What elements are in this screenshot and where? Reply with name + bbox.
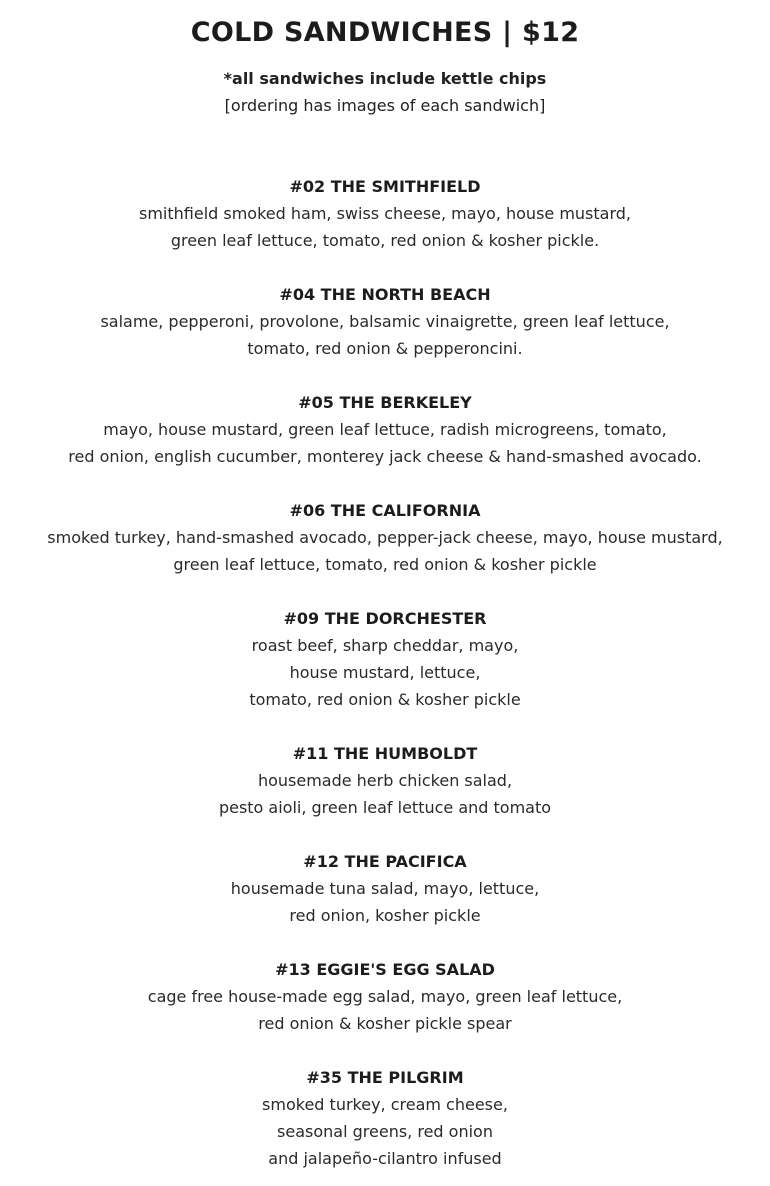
- item-description-line: roast beef, sharp cheddar, mayo,: [251, 636, 519, 655]
- menu-item-dorchester: [0, 605, 770, 713]
- item-description-line: red onion, kosher pickle: [289, 906, 481, 925]
- chips-note: *all sandwiches include kettle chips: [223, 69, 547, 88]
- item-name: #05 THE BERKELEY: [298, 393, 472, 412]
- item-description-line: housemade tuna salad, mayo, lettuce,: [230, 879, 540, 898]
- menu-item-berkeley: [0, 389, 770, 470]
- item-description-line: smoked turkey, hand-smashed avocado, pepper-jack cheese, mayo, house mustard,: [47, 528, 723, 547]
- menu-item-pacifica: [0, 848, 770, 929]
- item-description-line: salame, pepperoni, provolone, balsamic vinaigrette, green leaf lettuce,: [100, 312, 670, 331]
- item-description-line: smoked turkey, cream cheese,: [262, 1095, 508, 1114]
- item-description-line: green leaf lettuce, tomato, red onion & kosher pickle: [173, 555, 597, 574]
- item-name: #11 THE HUMBOLDT: [292, 744, 478, 763]
- item-name: #06 THE CALIFORNIA: [289, 501, 481, 520]
- item-description-line: mayo, house mustard, green leaf lettuce, radish microgreens, tomato,: [103, 420, 667, 439]
- subhead: [0, 65, 770, 119]
- item-name: #35 THE PILGRIM: [306, 1068, 464, 1087]
- item-name: #04 THE NORTH BEACH: [279, 285, 491, 304]
- item-name: #09 THE DORCHESTER: [283, 609, 487, 628]
- item-description-line: tomato, red onion & kosher pickle: [249, 690, 521, 709]
- menu-item-pilgrim: [0, 1064, 770, 1172]
- sandwich-list: [0, 173, 770, 1172]
- item-name: #12 THE PACIFICA: [303, 852, 467, 871]
- item-description-line: pesto aioli, green leaf lettuce and tomato: [218, 798, 552, 817]
- item-description-line: red onion, english cucumber, monterey jack cheese & hand-smashed avocado.: [68, 447, 702, 466]
- item-description-line: and jalapeño-cilantro infused: [268, 1149, 502, 1168]
- item-description-line: red onion & kosher pickle spear: [258, 1014, 512, 1033]
- item-description-line: smithfield smoked ham, swiss cheese, mayo, house mustard,: [138, 204, 632, 223]
- menu-item-north-beach: [0, 281, 770, 362]
- item-description-line: green leaf lettuce, tomato, red onion & kosher pickle.: [170, 231, 600, 250]
- item-description-line: cage free house-made egg salad, mayo, green leaf lettuce,: [147, 987, 623, 1006]
- menu-item-eggies-egg-salad: [0, 956, 770, 1037]
- item-name: #13 EGGIE'S EGG SALAD: [275, 960, 495, 979]
- item-description-line: seasonal greens, red onion: [277, 1122, 493, 1141]
- item-name: #02 THE SMITHFIELD: [289, 177, 481, 196]
- menu-item-california: [0, 497, 770, 578]
- ordering-note: [ordering has images of each sandwich]: [224, 96, 546, 115]
- item-description-line: house mustard, lettuce,: [289, 663, 481, 682]
- menu-item-smithfield: [0, 173, 770, 254]
- item-description-line: tomato, red onion & pepperoncini.: [247, 339, 523, 358]
- item-description-line: housemade herb chicken salad,: [257, 771, 513, 790]
- page-title: COLD SANDWICHES | $12: [190, 17, 580, 48]
- menu-item-humboldt: [0, 740, 770, 821]
